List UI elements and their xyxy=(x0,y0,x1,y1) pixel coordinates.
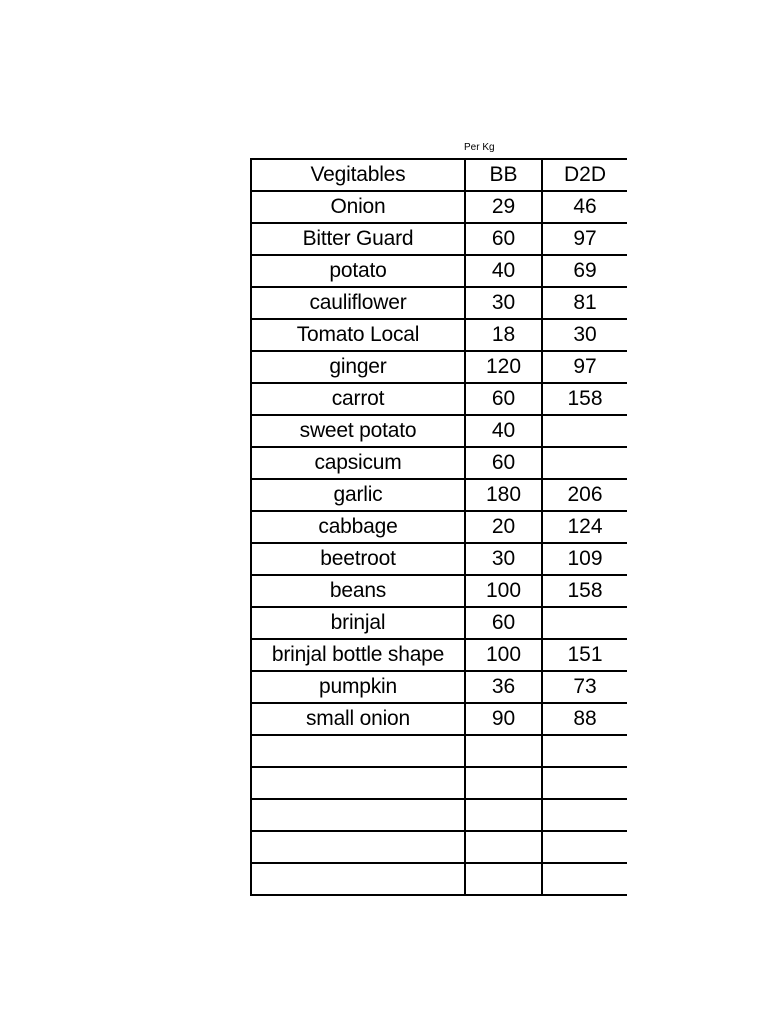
table-row xyxy=(251,767,627,799)
vegetable-cell: sweet potato xyxy=(251,415,465,447)
table-row xyxy=(251,351,627,383)
d2d-price-cell: 124 xyxy=(542,511,627,543)
d2d-price-cell xyxy=(542,767,627,799)
d2d-price-cell: 69 xyxy=(542,255,627,287)
vegetable-cell: beans xyxy=(251,575,465,607)
bb-price-cell xyxy=(465,767,542,799)
header-row xyxy=(251,159,627,191)
d2d-price-cell: 158 xyxy=(542,575,627,607)
d2d-price-cell: 206 xyxy=(542,479,627,511)
bb-price-cell: 18 xyxy=(465,319,542,351)
table-row xyxy=(251,511,627,543)
table-row xyxy=(251,607,627,639)
vegetable-cell xyxy=(251,735,465,767)
bb-price-cell: 100 xyxy=(465,575,542,607)
d2d-price-cell: 97 xyxy=(542,223,627,255)
vegetable-cell: ginger xyxy=(251,351,465,383)
vegetable-cell: small onion xyxy=(251,703,465,735)
table-row xyxy=(251,671,627,703)
bb-price-cell xyxy=(465,831,542,863)
table-row xyxy=(251,735,627,767)
bb-price-cell xyxy=(465,735,542,767)
vegetable-cell xyxy=(251,767,465,799)
vegetable-cell: cauliflower xyxy=(251,287,465,319)
bb-price-cell: 90 xyxy=(465,703,542,735)
header-bb: BB xyxy=(465,159,542,191)
vegetable-price-table xyxy=(250,158,627,896)
table-row xyxy=(251,479,627,511)
bb-price-cell: 36 xyxy=(465,671,542,703)
table-row xyxy=(251,319,627,351)
header-d2d: D2D xyxy=(542,159,627,191)
d2d-price-cell xyxy=(542,447,627,479)
d2d-price-cell xyxy=(542,415,627,447)
bb-price-cell: 60 xyxy=(465,383,542,415)
d2d-price-cell: 30 xyxy=(542,319,627,351)
vegetable-cell xyxy=(251,799,465,831)
bb-price-cell: 120 xyxy=(465,351,542,383)
header-vegetables: Vegitables xyxy=(251,159,465,191)
d2d-price-cell: 73 xyxy=(542,671,627,703)
table-row xyxy=(251,255,627,287)
bb-price-cell: 40 xyxy=(465,255,542,287)
table-row xyxy=(251,831,627,863)
bb-price-cell: 60 xyxy=(465,223,542,255)
d2d-price-cell xyxy=(542,831,627,863)
vegetable-cell: Tomato Local xyxy=(251,319,465,351)
bb-price-cell: 60 xyxy=(465,447,542,479)
vegetable-cell: capsicum xyxy=(251,447,465,479)
table-row xyxy=(251,191,627,223)
bb-price-cell: 60 xyxy=(465,607,542,639)
d2d-price-cell: 151 xyxy=(542,639,627,671)
table-row xyxy=(251,383,627,415)
d2d-price-cell xyxy=(542,863,627,895)
bb-price-cell: 30 xyxy=(465,543,542,575)
table-row xyxy=(251,543,627,575)
unit-label: Per Kg xyxy=(464,142,495,153)
bb-price-cell xyxy=(465,799,542,831)
vegetable-cell: potato xyxy=(251,255,465,287)
bb-price-cell: 100 xyxy=(465,639,542,671)
bb-price-cell xyxy=(465,863,542,895)
d2d-price-cell: 88 xyxy=(542,703,627,735)
d2d-price-cell: 46 xyxy=(542,191,627,223)
vegetable-cell: garlic xyxy=(251,479,465,511)
d2d-price-cell: 97 xyxy=(542,351,627,383)
vegetable-cell: brinjal xyxy=(251,607,465,639)
bb-price-cell: 20 xyxy=(465,511,542,543)
table-row xyxy=(251,223,627,255)
table-row xyxy=(251,287,627,319)
table-row xyxy=(251,415,627,447)
bb-price-cell: 30 xyxy=(465,287,542,319)
d2d-price-cell xyxy=(542,607,627,639)
vegetable-cell: pumpkin xyxy=(251,671,465,703)
d2d-price-cell: 81 xyxy=(542,287,627,319)
vegetable-cell: Bitter Guard xyxy=(251,223,465,255)
vegetable-cell xyxy=(251,831,465,863)
d2d-price-cell: 158 xyxy=(542,383,627,415)
vegetable-cell: Onion xyxy=(251,191,465,223)
bb-price-cell: 180 xyxy=(465,479,542,511)
d2d-price-cell xyxy=(542,799,627,831)
bb-price-cell: 29 xyxy=(465,191,542,223)
table-row xyxy=(251,639,627,671)
vegetable-cell xyxy=(251,863,465,895)
d2d-price-cell xyxy=(542,735,627,767)
table-row xyxy=(251,703,627,735)
table-row xyxy=(251,863,627,895)
table-row xyxy=(251,799,627,831)
vegetable-cell: cabbage xyxy=(251,511,465,543)
table-row xyxy=(251,575,627,607)
bb-price-cell: 40 xyxy=(465,415,542,447)
d2d-price-cell: 109 xyxy=(542,543,627,575)
table-row xyxy=(251,447,627,479)
vegetable-cell: brinjal bottle shape xyxy=(251,639,465,671)
vegetable-cell: beetroot xyxy=(251,543,465,575)
vegetable-cell: carrot xyxy=(251,383,465,415)
